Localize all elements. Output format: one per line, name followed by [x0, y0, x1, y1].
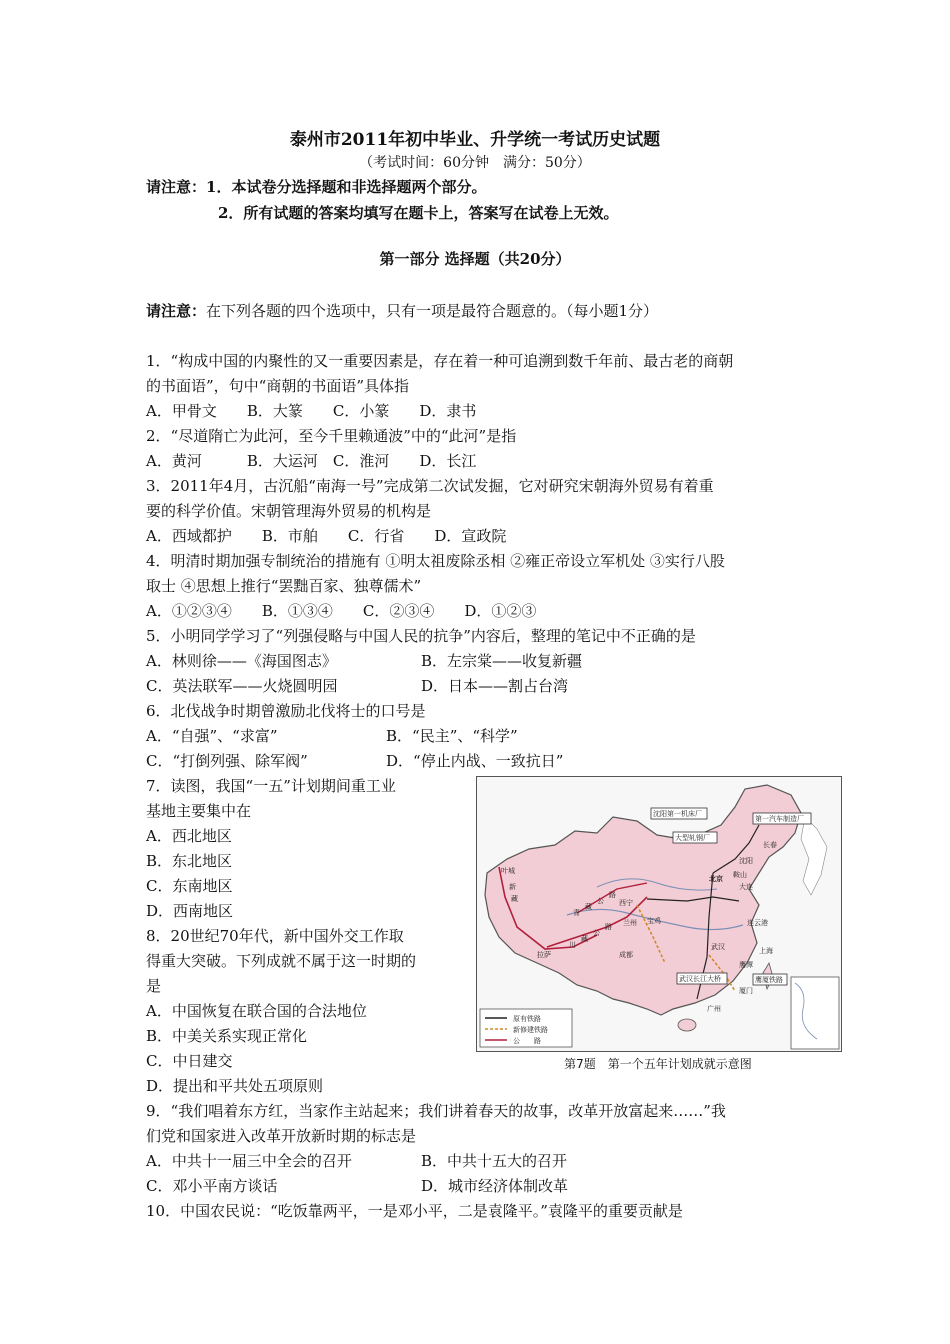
notice-line-2: 2．所有试题的答案均填写在题卡上，答案写在试卷上无效。	[218, 204, 619, 222]
exam-title: 泰州市2011年初中毕业、升学统一考试历史试题	[289, 130, 661, 150]
q9-line-1: 9．“我们唱着东方红，当家作主站起来；我们讲着春天的故事，改革开放富起来……”我	[146, 1102, 726, 1120]
part1-heading: 第一部分 选择题（共20分）	[379, 250, 571, 268]
road-char-lu-2: 路	[605, 923, 612, 931]
map-label-anshan: 鞍山	[733, 871, 747, 879]
map-label-changchun: 长春	[763, 841, 777, 849]
map-caption: 第7题 第一个五年计划成就示意图	[564, 1057, 752, 1071]
road-char-gong-1: 公	[597, 897, 604, 905]
map-label-shenyang-machine: 沈阳第一机床厂	[653, 810, 702, 818]
hainan-island	[678, 1019, 696, 1031]
map-label-yingtan: 鹰潭	[739, 961, 753, 969]
q9-option-d: D．城市经济体制改革	[421, 1177, 569, 1195]
map-label-lianyungang: 连云港	[747, 919, 768, 927]
inset-frame	[791, 977, 839, 1049]
part1-note	[146, 301, 658, 321]
map-legend	[480, 1009, 572, 1047]
q4-line-1: 4．明清时期加强专制统治的措施有 ①明太祖废除丞相 ②雍正帝设立军机处 ③实行八股	[146, 552, 725, 570]
exam-subtitle: （考试时间：60分钟 满分：50分）	[359, 155, 591, 171]
q4-options: A．①②③④ B．①③④ C．②③④ D．①②③	[146, 602, 537, 620]
q6-option-a: A．“自强”、“求富”	[146, 727, 278, 745]
map-label-xiamen: 厦门	[739, 987, 753, 995]
q7-line-2: 基地主要集中在	[146, 802, 252, 820]
q3-line-1: 3．2011年4月，古沉船“南海一号”完成第二次试发掘，它对研究宋朝海外贸易有着重	[146, 477, 714, 495]
q6-line-1: 6．北伐战争时期曾激励北伐将士的口号是	[146, 702, 426, 720]
q5-line-1: 5．小明同学学习了“列强侵略与中国人民的抗争”内容后，整理的笔记中不正确的是	[146, 627, 696, 645]
q6-option-b: B．“民主”、“科学”	[386, 727, 518, 745]
q1-line-1: 1．“构成中国的内聚性的又一重要因素是，存在着一种可追溯到数千年前、最古老的商朝	[146, 352, 734, 370]
map-label-steel-mill: 大型轧钢厂	[675, 834, 710, 842]
road-char-zang-1: 藏	[511, 895, 518, 903]
q1-line-2: 的书面语”，句中“商朝的书面语”具体指	[146, 377, 410, 395]
map-label-lanzhou: 兰州	[623, 919, 637, 927]
q7-option-d: D．西南地区	[146, 902, 234, 920]
map-label-baoji: 宝鸡	[647, 917, 661, 925]
q7-option-b: B．东北地区	[146, 852, 233, 870]
road-char-chuan: 川	[569, 941, 576, 949]
legend-highway: 公 路	[513, 1037, 541, 1045]
q2-options: A．黄河 B．大运河 C．淮河 D．长江	[146, 452, 477, 470]
notice-line-1	[146, 177, 486, 197]
q7-line-1: 7．读图，我国“一五”计划期间重工业	[146, 777, 396, 795]
q8-option-b: B．中美关系实现正常化	[146, 1027, 308, 1045]
road-char-lu-1: 路	[609, 891, 616, 899]
q2-line-1: 2．“尽道隋亡为此河，至今千里赖通波”中的“此河”是指	[146, 427, 517, 445]
q3-options: A．西域都护 B．市舶 C．行省 D．宣政院	[146, 527, 507, 545]
q9-option-c: C．邓小平南方谈话	[146, 1177, 278, 1195]
q3-line-2: 要的科学价值。宋朝管理海外贸易的机构是	[146, 502, 432, 520]
part1-note-text: 在下列各题的四个选项中，只有一项是最符合题意的。（每小题1分）	[206, 302, 659, 320]
q5-option-a: A．林则徐——《海国图志》	[146, 652, 337, 670]
q1-options: A．甲骨文 B．大篆 C．小篆 D．隶书	[146, 402, 477, 420]
map-label-shanghai: 上海	[759, 947, 773, 955]
map-label-dalian: 大连	[739, 883, 753, 891]
q9-line-2: 们党和国家进入改革开放新时期的标志是	[146, 1127, 417, 1145]
road-char-xin: 新	[509, 883, 516, 891]
road-char-zang-3: 藏	[581, 935, 588, 943]
q7-option-c: C．东南地区	[146, 877, 233, 895]
q8-line-2: 得重大突破。下列成就不属于这一时期的	[146, 952, 417, 970]
part1-note-label: 请注意：	[146, 302, 207, 320]
q8-option-c: C．中日建交	[146, 1052, 233, 1070]
q6-option-d: D．“停止内战、一致抗日”	[386, 752, 564, 770]
notice-label: 请注意：	[146, 178, 207, 196]
five-year-plan-map	[476, 776, 842, 1052]
q9-option-a: A．中共十一届三中全会的召开	[146, 1152, 352, 1170]
map-label-yecheng: 叶城	[501, 867, 515, 875]
road-char-zang-2: 藏	[585, 903, 592, 911]
map-label-wuhan: 武汉	[711, 943, 725, 951]
china-map-svg	[477, 777, 841, 1051]
map-label-xining: 西宁	[619, 899, 633, 907]
legend-old-railway: 原有铁路	[513, 1015, 541, 1023]
q8-line-1: 8．20世纪70年代，新中国外交工作取	[146, 927, 404, 945]
legend-new-railway: 新修建铁路	[513, 1026, 548, 1034]
q8-line-3: 是	[146, 977, 162, 995]
road-char-gong-2: 公	[593, 929, 600, 937]
map-label-yingxia-railway: 鹰厦铁路	[755, 976, 783, 984]
q8-option-d: D．提出和平共处五项原则	[146, 1077, 324, 1095]
map-label-shenyang: 沈阳	[739, 857, 753, 865]
q10-line-1: 10．中国农民说：“吃饭靠两平，一是邓小平，二是袁隆平。”袁隆平的重要贡献是	[146, 1202, 683, 1220]
road-char-qing: 青	[573, 909, 580, 917]
q5-option-d: D．日本——割占台湾	[421, 677, 569, 695]
map-label-first-auto: 第一汽车制造厂	[755, 815, 804, 823]
q4-line-2: 取士 ④思想上推行“罢黜百家、独尊儒术”	[146, 577, 422, 595]
q7-option-a: A．西北地区	[146, 827, 232, 845]
map-label-chengdu: 成都	[619, 951, 633, 959]
q5-option-c: C．英法联军——火烧圆明园	[146, 677, 338, 695]
map-label-lhasa: 拉萨	[537, 951, 551, 959]
q6-option-c: C．“打倒列强、除军阀”	[146, 752, 308, 770]
q8-option-a: A．中国恢复在联合国的合法地位	[146, 1002, 367, 1020]
q5-option-b: B．左宗棠——收复新疆	[421, 652, 583, 670]
south-sea-inset	[791, 977, 839, 1049]
map-label-beijing: 北京	[709, 875, 723, 883]
notice-text-1: 1．本试卷分选择题和非选择题两个部分。	[206, 178, 487, 196]
map-label-guangzhou: 广州	[707, 1005, 721, 1013]
q9-option-b: B．中共十五大的召开	[421, 1152, 568, 1170]
map-label-wuhan-bridge: 武汉长江大桥	[679, 975, 721, 983]
